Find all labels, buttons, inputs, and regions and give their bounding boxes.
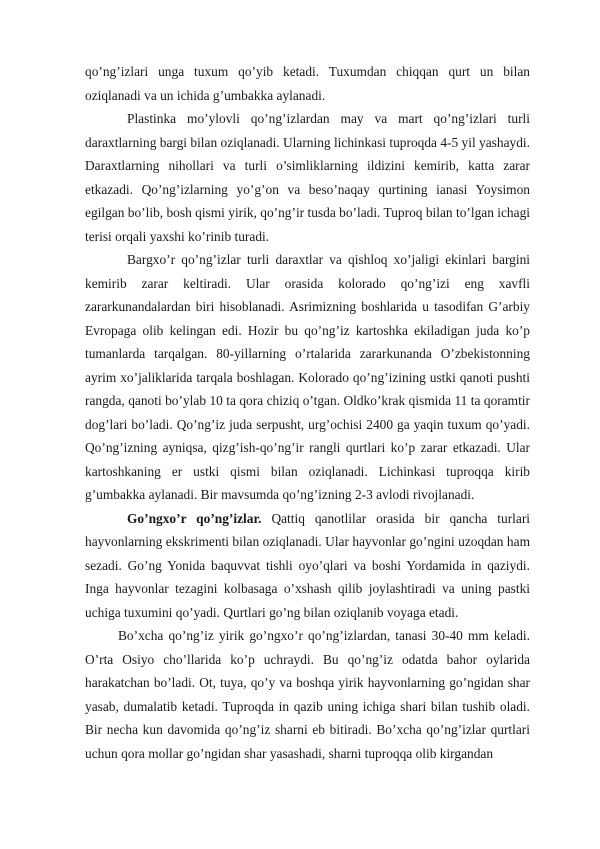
paragraph-gongxor — [85, 507, 530, 625]
paragraph-plastinka: Plastinka mo’ylovli qo’ng’izlardan may va mart qo’ng’izlari turli daraxtlarning bargi bilan oziqlanadi. Ularning lichinkasi tuproqda 4-5 yil yashaydi. Daraxtlarning nihollari va turli o’simliklarning ildizini kemirib, katta zarar etkazadi. Qo’ng’izlarning yo’g’on va beso’naqay qurtining ianasi Yoysimon egilgan bo’lib, bosh qismi yirik, qo’ng’ir tusda bo’ladi. Tuproq bilan to’lgan ichagi terisi orqali yaxshi ko’rinib turadi. — [85, 111, 530, 244]
paragraph-gongxor-text: Qattiq qanotlilar orasida bir qancha turlari hayvonlarning ekskrimenti bilan oziqlanadi. Ular hayvonlar go’ngini uzoqdan ham sezadi. Go’ng Yonida baquvvat tishli oyo’qlari va boshi Yordamida in qaziydi. Inga hayvonlar tezagini kolbasaga o’xshash qilib joylashtiradi va uning pastki uchiga tuxumini qo’yadi. Qurtlari go’ng bilan oziqlanib voyaga etadi. — [85, 510, 530, 620]
paragraph-continuation: qo’ng’izlari unga tuxum qo’yib ketadi. Tuxumdan chiqqan qurt un bilan oziqlanadi va un ichida g’umbakka aylanadi. — [85, 64, 530, 103]
section-heading-gongxor: Go’ngxo’r qo’ng’izlar. — [127, 510, 262, 526]
paragraph-bargxor: Bargxo’r qo’ng’izlar turli daraxtlar va qishloq xo’jaligi ekinlari bargini kemirib zarar keltiradi. Ular orasida kolorado qo’ng’izi eng xavfli zararkunandalardan biri hisoblanadi. Asrimizning boshlarida u tasodifan G’arbiy Evropaga olib kelingan edi. Hozir bu qo’ng’iz kartoshka ekiladigan juda ko’p tumanlarda tarqalgan. 80-yillarning o’rtalarida zararkunanda O’zbekistonning ayrim xo’jaliklarida tarqala boshlagan. Kolorado qo’ng’izining ustki qanoti pushti rangda, qanoti bo’ylab 10 ta qora chiziq o’tgan. Oldko’krak qismida 11 ta qoramtir dog’lari bo’ladi. Qo’ng’iz juda serpusht, urg’ochisi 2400 ga yaqin tuxum qo’yadi. Qo’ng’izning ayniqsa, qizg’ish-qo’ng’ir rangli qurtlari ko’p zarar etkazadi. Ular kartoshkaning er ustki qismi bilan oziqlanadi. Lichinkasi tuproqqa kirib g’umbakka aylanadi. Bir mavsumda qo’ng’izning 2-3 avlodi rivojlanadi. — [85, 252, 530, 502]
body-text — [85, 60, 530, 765]
paragraph-boxcha: Bo’xcha qo’ng’iz yirik go’ngxo’r qo’ng’izlardan, tanasi 30-40 mm keladi. O’rta Osiyo cho’llarida ko’p uchraydi. Bu qo’ng’iz odatda bahor oylarida harakatchan bo’ladi. Ot, tuya, qo’y va boshqa yirik hayvonlarning go’ngidan shar yasab, dumalatib ketadi. Tuproqda in qazib uning ichiga shari bilan tushib oladi. Bir necha kun davomida qo’ng’iz sharni eb bitiradi. Bo’xcha qo’ng’izlar qurtlari uchun qora mollar go’ngidan shar yasashadi, sharni tuproqqa olib kirgandan — [85, 628, 530, 761]
